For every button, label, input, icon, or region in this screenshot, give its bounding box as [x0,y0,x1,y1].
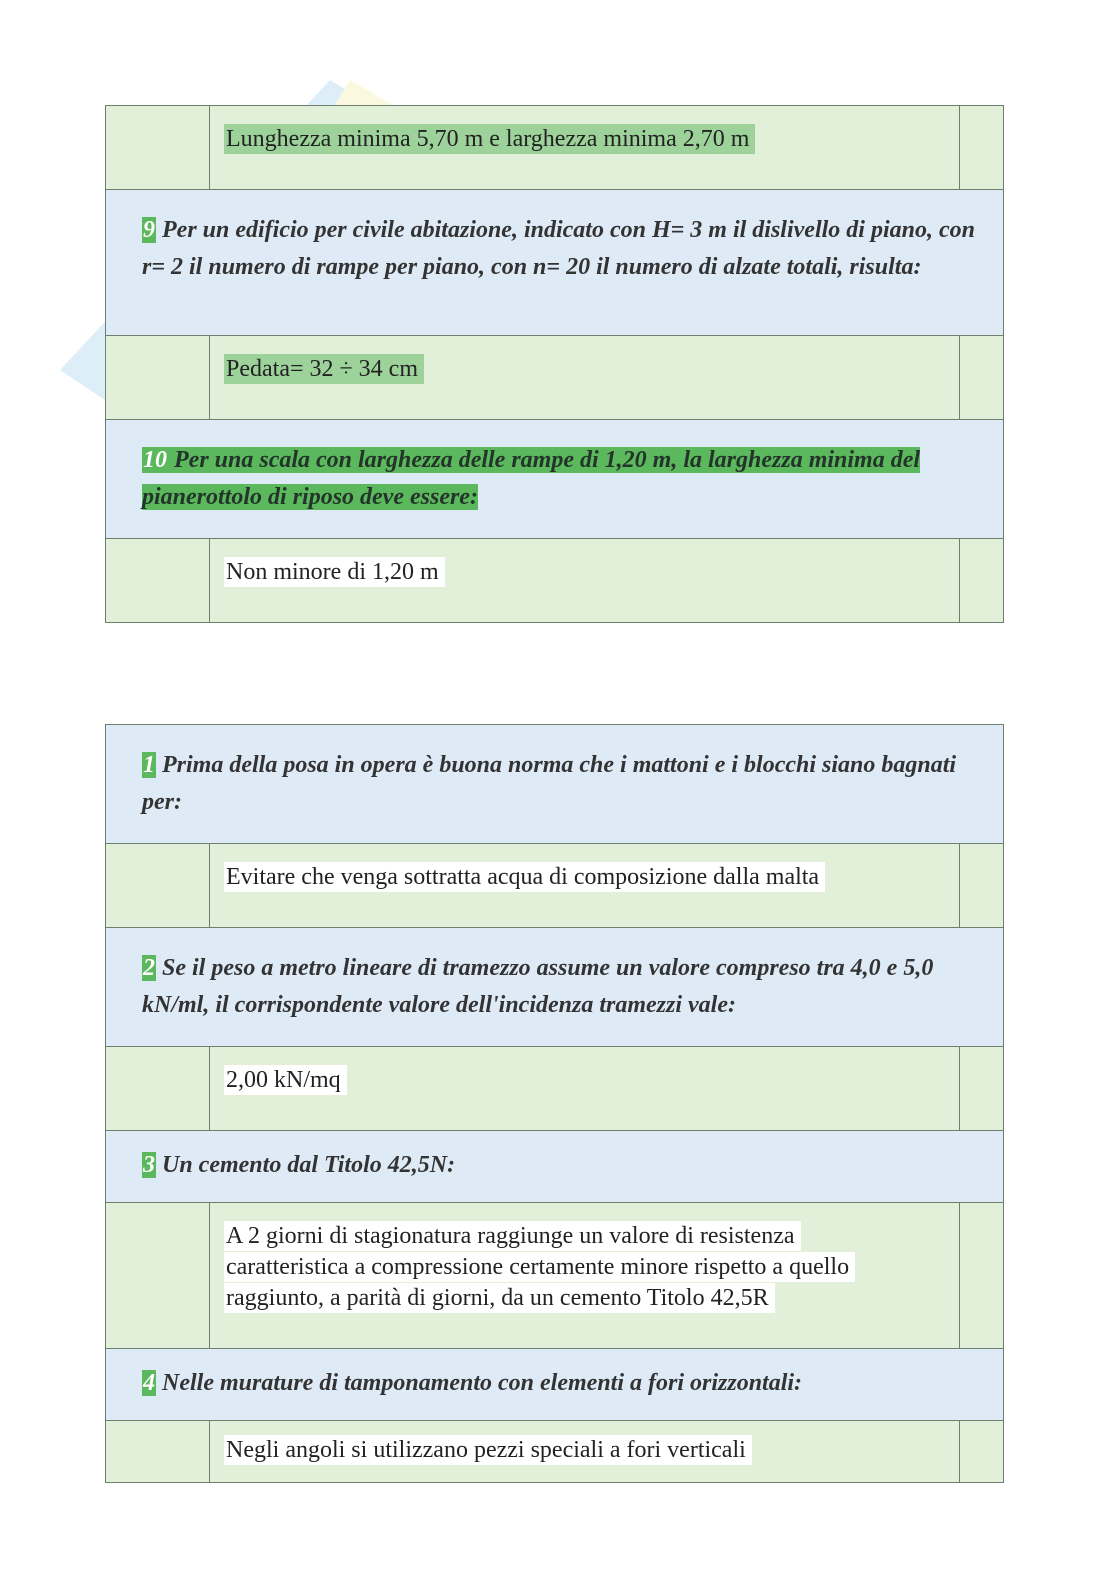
question-number: 4 [143,1370,155,1396]
question-number: 10 [143,447,167,473]
question-text: Nelle murature di tamponamento con elementi a fori orizzontali: [162,1370,803,1396]
question-text: Per un edificio per civile abitazione, indicato con H= 3 m il dislivello di piano, con r= 2 il numero di rampe per piano, con n= 20 il numero di alzate totali, risulta: [142,217,975,280]
question-row [106,420,1004,539]
answer-row [106,1203,1004,1349]
question-row [106,725,1004,844]
answer-row [106,1421,1004,1483]
quiz-table-1 [105,105,1004,623]
answer-text: Negli angoli si utilizzano pezzi speciali a fori verticali [224,1435,752,1465]
answer-row [106,844,1004,928]
question-row [106,928,1004,1047]
answer-text: Non minore di 1,20 m [224,557,445,587]
answer-text: Evitare che venga sottratta acqua di composizione dalla malta [224,862,825,892]
answer-row [106,539,1004,623]
question-number: 3 [143,1152,155,1178]
answer-row [106,1047,1004,1131]
question-text: Un cemento dal Titolo 42,5N: [162,1152,456,1178]
answer-row [106,336,1004,420]
question-row [106,1131,1004,1203]
answer-row [106,106,1004,190]
answer-text-line: A 2 giorni di stagionatura raggiunge un valore di resistenza [224,1221,801,1251]
question-text: Per una scala con larghezza delle rampe di 1,20 m, la larghezza minima del pianerottolo di riposo deve essere: [142,447,921,510]
question-number: 1 [143,752,155,778]
question-number: 2 [143,955,155,981]
quiz-table-2 [105,724,1004,1483]
question-text: Se il peso a metro lineare di tramezzo assume un valore compreso tra 4,0 e 5,0 kN/ml, il corrispondente valore dell'incidenza tramezzi vale: [142,955,934,1018]
question-number: 9 [143,217,155,243]
answer-text: Lunghezza minima 5,70 m e larghezza minima 2,70 m [224,124,755,154]
question-row [106,1349,1004,1421]
question-row [106,190,1004,336]
answer-text-line: caratteristica a compressione certamente minore rispetto a quello [224,1252,855,1282]
answer-text: Pedata= 32 ÷ 34 cm [224,354,424,384]
question-text: Prima della posa in opera è buona norma che i mattoni e i blocchi siano bagnati per: [142,752,957,815]
answer-text: 2,00 kN/mq [224,1065,347,1095]
answer-text-line: raggiunto, a parità di giorni, da un cemento Titolo 42,5R [224,1283,775,1313]
